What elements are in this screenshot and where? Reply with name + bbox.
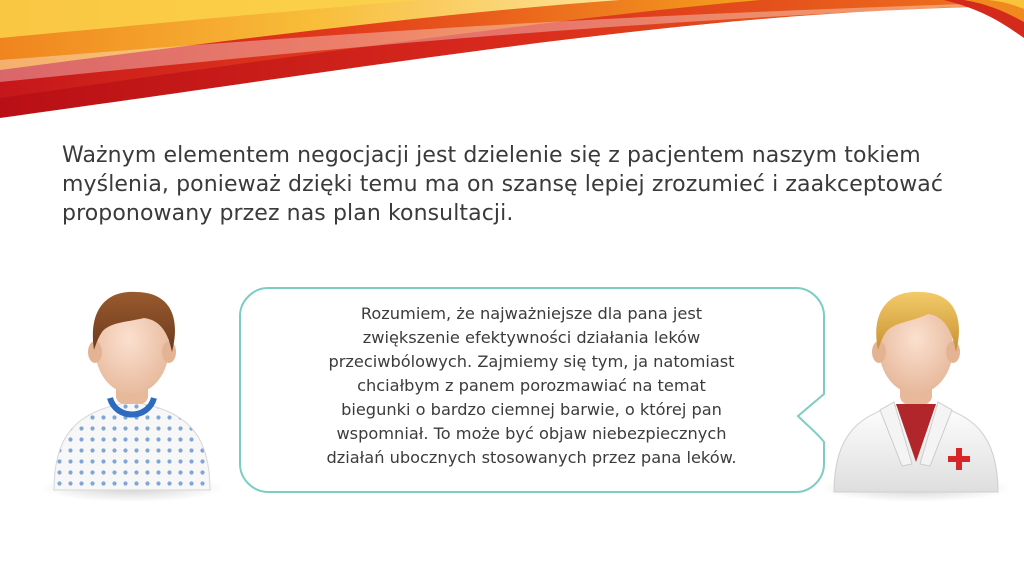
bubble-text [264, 302, 799, 470]
bubble-line: chciałbym z panem porozmawiać na temat [357, 376, 706, 395]
top-wave-decoration [0, 0, 1024, 130]
bubble-line: działań ubocznych stosowanych przez pana leków. [326, 448, 737, 467]
main-paragraph: Ważnym elementem negocjacji jest dzielenie się z pacjentem naszym tokiem myślenia, ponieważ dzięki temu ma on szansę lepiej zrozumieć i zaakceptować proponowany przez nas plan konsultacji. [62, 143, 944, 226]
bubble-line: zwiększenie efektywności działania leków [362, 328, 701, 347]
corner-wave-decoration [944, 0, 1024, 50]
bubble-line: Rozumiem, że najważniejsze dla pana jest [360, 304, 703, 323]
bubble-line: przeciwbólowych. Zajmiemy się tym, ja natomiast [328, 352, 735, 371]
doctor-avatar-icon [808, 280, 1018, 510]
patient-avatar-icon [32, 280, 232, 510]
bubble-line: biegunki o bardzo ciemnej barwie, o której pan [341, 400, 722, 419]
bubble-line: wspomniał. To może być objaw niebezpiecznych [336, 424, 727, 443]
